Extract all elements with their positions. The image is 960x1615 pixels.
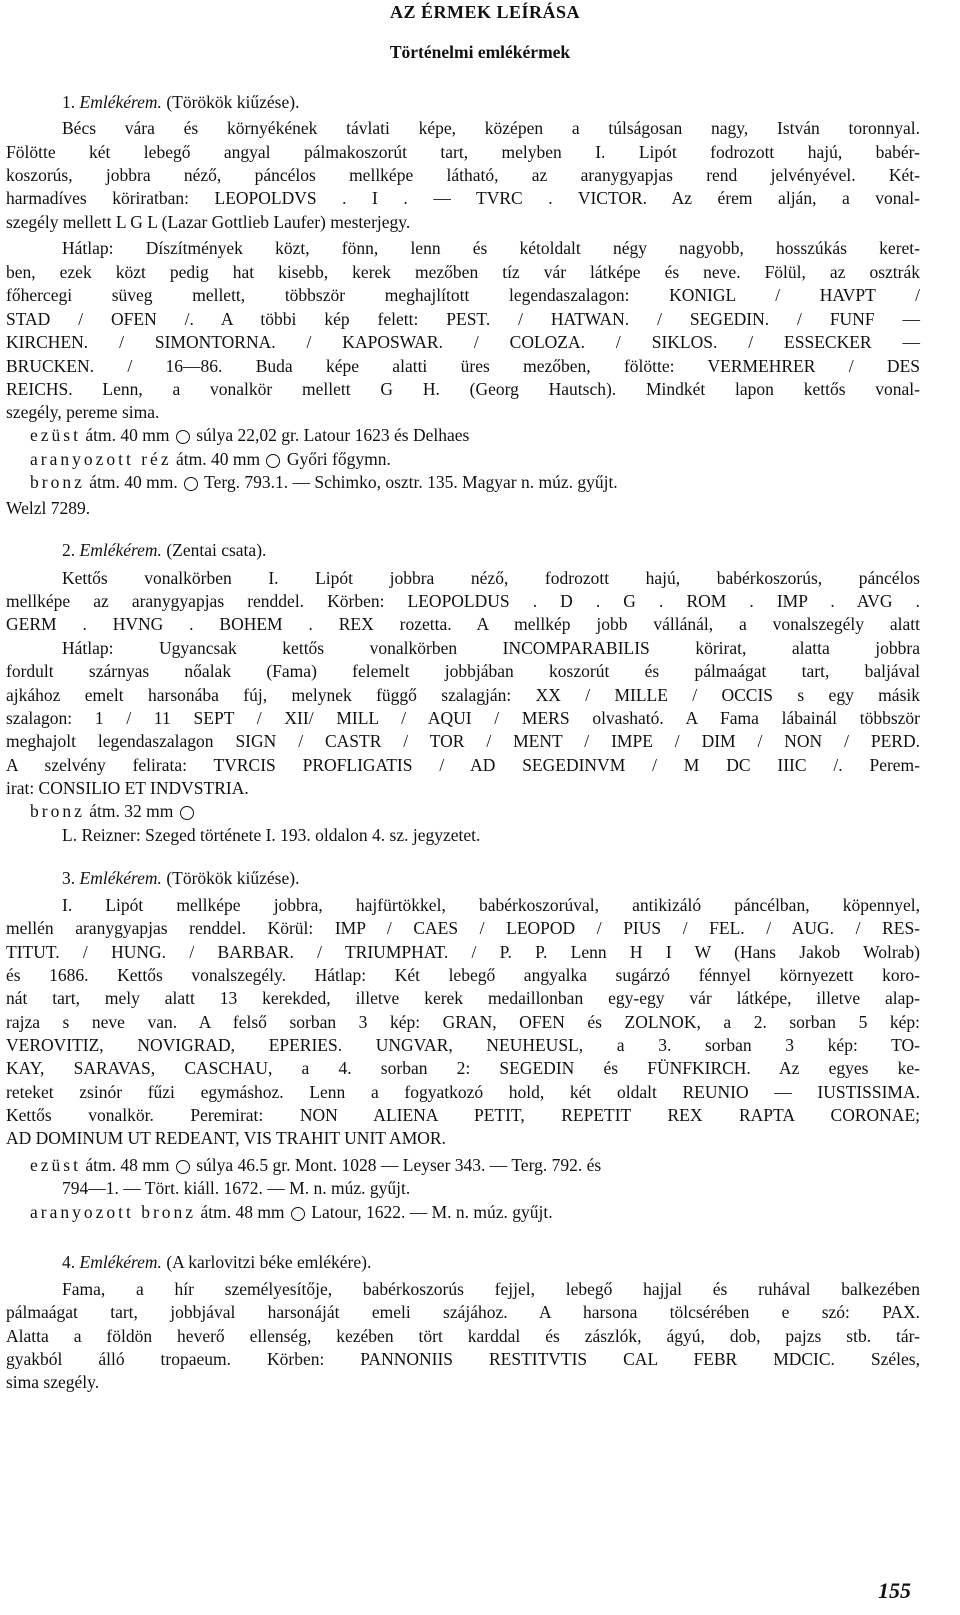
text-line: szegély mellett L G L (Lazar Gottlieb Laufer) mesterjegy. [6,212,411,232]
text-line: Alatta a földön heverő ellenség, kezében tört karddal és zászlók, ágyú, dob, pajzs stb. tár- [6,1326,920,1346]
metal-diameter: átm. 40 mm [80,425,170,445]
text-line: AD DOMINUM UT REDEANT, VIS TRAHIT UNIT AMOR. [6,1128,446,1148]
text-line: szegély, pereme sima. [6,402,160,422]
metal-diameter: átm. 40 mm. [84,472,178,492]
text-line: KIRCHEN. / SIMONTORNA. / KAPOSWAR. / COLOZA. / SIKLOS. / ESSECKER — [6,332,920,352]
text-line: mellképe az aranygyapjas renddel. Körben: LEOPOLDUS . D . G . ROM . IMP . AVG . [6,591,920,611]
metal-diameter: átm. 32 mm [84,801,174,821]
text-line: TITUT. / HUNG. / BARBAR. / TRIUMPHAT. / P. P. Lenn H I W (Hans Jakob Wolrab) [6,942,920,962]
text-line: fordult szárnyas nőalak (Fama) felemelt jobbjában koszorút és pálmaágat tart, baljával [6,661,920,681]
text-line: gyakból álló tropaeum. Körben: PANNONIIS RESTITVTIS CAL FEBR MDCIC. Széles, [6,1349,920,1369]
metal-details: Terg. 793.1. — Schimko, osztr. 135. Magyar n. múz. gyűjt. [200,472,618,492]
text-line: Kettős vonalkörben I. Lipót jobbra néző, fodrozott hajú, babérkoszorús, páncélos [62,568,920,588]
circle-icon [176,1160,190,1174]
metal-diameter: átm. 48 mm [196,1202,285,1222]
metal-name: ezüst [30,1155,81,1175]
text-line: GERM . HVNG . BOHEM . REX rozetta. A mellkép jobb vállánál, a vonalszegély alatt [6,614,920,634]
text-line: Hátlap: Ugyancsak kettős vonalkörben INCOMPARABILIS körirat, alatta jobbra [62,638,920,658]
metal-diameter: átm. 40 mm [171,449,261,469]
text-line: szalagon: 1 / 11 SEPT / XII/ MILL / AQUI / MERS olvasható. A Fama lábainál többször [6,708,920,728]
text-line: reteket zsinór fűzi egymáshoz. Lenn a fogyatkozó hold, két oldalt REUNIO — IUSTISSIMA. [6,1082,920,1102]
text-line: STAD / OFEN /. A többi kép felett: PEST. / HATWAN. / SEGEDIN. / FUNF — [6,309,920,329]
circle-icon [291,1207,305,1221]
metal-line-1 [30,425,469,445]
text-line: harmadíves köriratban: LEOPOLDVS . I . — TVRC . VICTOR. Az érem alján, a vonal- [6,188,920,208]
text-line: 1. Emlékérem. (Törökök kiűzése). [62,92,300,112]
text-line: BRUCKEN. / 16—86. Buda képe alatti üres mezőben, fölötte: VERMEHRER / DES [6,356,920,376]
metal-diameter: átm. 48 mm [80,1155,170,1175]
text-line: sima szegély. [6,1372,100,1392]
text-line: VEROVITIZ, NOVIGRAD, EPERIES. UNGVAR, NEUHEUSL, a 3. sorban 3 kép: TO- [6,1035,920,1055]
text-line: REICHS. Lenn, a vonalkör mellett G H. (Georg Hautsch). Mindkét lapon kettős vonal- [6,379,920,399]
text-line: meghajolt legendaszalagon SIGN / CASTR / TOR / MENT / IMPE / DIM / NON / PERD. [6,731,920,751]
text-line: nát tart, mely alatt 13 kerekded, illetve kerek medaillonban egy-egy vár látképe, illetve alap- [6,988,920,1008]
metal-line-5 [30,1155,601,1175]
text-line: Bécs vára és környékének távlati képe, középen a túlságosan nagy, István toronnyal. [62,118,920,138]
metal-name: bronz [30,472,85,492]
metal-name: bronz [30,801,85,821]
text-line: főhercegi süveg mellett, többször meghajlított legendaszalagon: KONIGL / HAVPT / [6,285,920,305]
text-line: I. Lipót mellképe jobbra, hajfürtökkel, babérkoszorúval, antikizáló páncélban, köpennyel, [62,895,920,915]
metal-name: ezüst [30,425,81,445]
metal-details: Győri főgymn. [282,449,391,469]
metal-line-3 [30,472,618,492]
section-subheading: Történelmi emlékérmek [389,42,571,62]
metal-line-4 [30,801,196,821]
circle-icon [180,806,194,820]
metal-name: aranyozott bronz [30,1202,197,1222]
text-line: A szelvény felirata: TVRCIS PROFLIGATIS / AD SEGEDINVM / M DC IIIC /. Perem- [6,755,920,775]
text-line: mellén aranygyapjas renddel. Körül: IMP / CAES / LEOPOD / PIUS / FEL. / AUG. / RES- [6,918,920,938]
metal-details: Latour, 1622. — M. n. múz. gyűjt. [306,1202,553,1222]
text-line: 794—1. — Tört. kiáll. 1672. — M. n. múz. gyűjt. [62,1178,411,1198]
text-line: Fölötte két lebegő angyal pálmakoszorút tart, melyben I. Lipót fodrozott hajú, babér- [6,142,920,162]
text-line: irat: CONSILIO ET INDVSTRIA. [6,778,249,798]
text-line: és 1686. Kettős vonalszegély. Hátlap: Két lebegő angyalka sugárzó fénnyel környezett koro- [6,965,920,985]
text-line: ben, ezek közt pedig hat kisebb, kerek mezőben tíz vár látképe és neve. Fölül, az osztrák [6,262,920,282]
metal-line-2 [30,449,391,469]
metal-details: súlya 22,02 gr. Latour 1623 és Delhaes [191,425,470,445]
text-line: L. Reizner: Szeged története I. 193. oldalon 4. sz. jegyzetet. [62,825,481,845]
text-line: koszorús, jobbra néző, páncélos mellképe látható, az aranygyapjas rend jelvényével. Két- [6,165,920,185]
circle-icon [266,454,280,468]
text-line: 3. Emlékérem. (Törökök kiűzése). [62,868,300,888]
text-line: Welzl 7289. [6,498,91,518]
text-line: 2. Emlékérem. (Zentai csata). [62,540,267,560]
text-line: ajkához emelt harsonába fúj, melynek függő szalagján: XX / MILLE / OCCIS s egy másik [6,685,920,705]
text-line: Hátlap: Díszítmények közt, fönn, lenn és kétoldalt négy nagyobb, hosszúkás keret- [62,238,920,258]
metal-name: aranyozott réz [30,449,172,469]
text-line: KAY, SARAVAS, CASCHAU, a 4. sorban 2: SEGEDIN és FÜNFKIRCH. Az egyes ke- [6,1058,920,1078]
text-line: Kettős vonalkör. Peremirat: NON ALIENA PETIT, REPETIT REX RAPTA CORONAE; [6,1105,920,1125]
metal-details: súlya 46.5 gr. Mont. 1028 — Leyser 343. — Terg. 792. és [191,1155,602,1175]
metal-line-6 [30,1202,553,1222]
circle-icon [184,477,198,491]
text-line: 4. Emlékérem. (A karlovitzi béke emlékére). [62,1252,372,1272]
page-number: 155 [878,1578,911,1603]
text-line: pálmaágat tart, jobbjával harsonáját emeli szájához. A harsona tölcsérében e szó: PAX. [6,1302,920,1322]
circle-icon [176,430,190,444]
text-line: rajza s neve van. A felső sorban 3 kép: GRAN, OFEN és ZOLNOK, a 2. sorban 5 kép: [6,1012,920,1032]
page-heading: AZ ÉRMEK LEÍRÁSA [389,2,581,22]
text-line: Fama, a hír személyesítője, babérkoszorús fejjel, lebegő hajjal és ruhával balkezében [62,1279,920,1299]
